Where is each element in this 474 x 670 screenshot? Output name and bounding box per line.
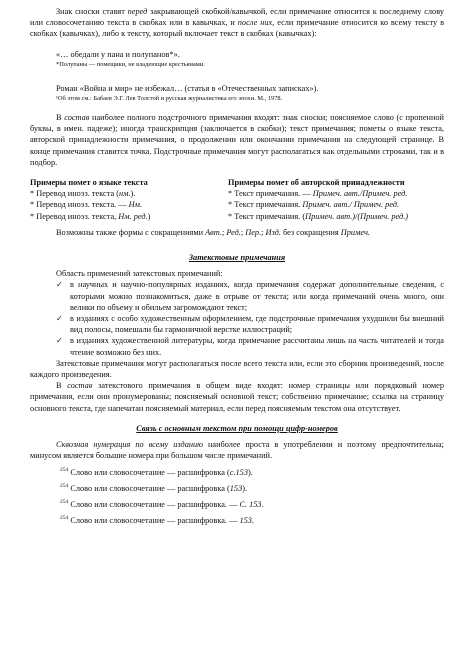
paragraph-endnote-composition: В состав затекстового примечания в общем виде входят: номер страницы или порядковый номер примечания, если они пронумерованы; поясняемый основной текст; собственно примечание; ссылка на страницу основного текста, где напечатан поясняемый материал, если перед поясняемым текстом она отсутствует.: [30, 381, 444, 413]
section-title-endnotes: Затекстовые примечания: [188, 253, 286, 263]
language-mark-item: * Перевод иноэз. текста. — Нм.: [30, 200, 143, 210]
column-heading: Примеры помет о языке текста: [30, 178, 148, 188]
emphasis: после них,: [237, 18, 275, 28]
example-note-1: *Полупаны — помещики, не владеющие крестьянами.: [56, 60, 205, 68]
text: если примечание относится ко всему тексту в скобках (кавычках), либо к тексту, который включает текст в скобках (кавычках):: [30, 18, 444, 39]
list-item: ✓ в изданиях художественной литературы, когда примечание рассчитаны лишь на часть читателей и тогда чтение возможно без них.: [56, 336, 444, 357]
checkmark-icon: ✓: [56, 336, 63, 346]
endnote-example: $^{254}$ Слово или словосочетание — расшифровка. — С. 153.: [60, 499, 264, 509]
authorship-mark-item: * Текст примечания. — Примеч. авт./Примеч. ред.: [228, 189, 408, 199]
emphasis: состав: [64, 113, 90, 123]
abbreviation-note: Возможны также формы с сокращениями Авт.; Ред.; Пер.; Изд. без сокращения Примеч.: [56, 227, 370, 237]
examples-columns: [30, 177, 444, 222]
paragraph-footnote-placement: [30, 6, 444, 40]
example-quote-1: «… обедали у пана и полупанов*».: [56, 49, 180, 59]
text: В: [56, 113, 65, 123]
language-marks-column: [30, 177, 220, 222]
emphasis: перед: [127, 7, 148, 16]
paragraph-continuous-numbering: Сквозная нумерация по всему изданию наиболее проста в употреблении и поэтому предпочтительна; минусом является большие номера при большом числе примечаний.: [30, 440, 444, 461]
paragraph-footnote-composition: [30, 112, 444, 168]
example-note-2: ¹Об этом см.: Бабаев Э.Г. Лев Толстой и русская журналистика его эпохи. М., 1978.: [56, 95, 283, 103]
language-mark-item: * Перевод иноэз. текста (нм.).: [30, 189, 136, 199]
text: закрывающей скобкой/кавычкой, если примечание относится к последнему слову или словосочетанию текста в скобках или в кавычках, и: [30, 7, 444, 28]
language-mark-item: * Перевод иноэз. текста, Нм. ред.): [30, 211, 151, 221]
text: наиболее полного подстрочного примечания входят: знак сноски; поясняемое слово (с пропенной буквы, в имен. падеже); иногда транскрипция (заключается в скобки); текст примечания; пометы о языке текста, авторской принадлежности примечания, о продолжении или окончании примечания на следующей странице. В конце примечания ставится точка. Подстрочные примечания могут располагаться как отдельными строками, так и в подбор.: [30, 113, 444, 167]
authorship-mark-item: * Текст примечания. (Примеч. авт.)/(Примеч. ред.): [228, 211, 409, 221]
endnote-example: $^{254}$ Слово или словосочетание — расшифровка (153).: [60, 482, 248, 493]
scope-list: [30, 279, 444, 357]
column-heading: Примеры помет об авторской принадлежности: [228, 178, 405, 188]
scope-intro: Область применений затекстовых примечаний:: [56, 269, 223, 279]
checkmark-icon: ✓: [56, 280, 63, 290]
text: Знак сноски ставят: [56, 7, 128, 16]
endnote-example: $^{254}$ Слово или словосочетание — расшифровка (с.153).: [60, 466, 253, 477]
paragraph-endnote-placement: Затекстовые примечания могут располагаться после всего текста или, если это сборник произведений, после каждого произведения.: [30, 358, 444, 380]
checkmark-icon: ✓: [56, 314, 63, 324]
endnote-example: $^{254}$ Слово или словосочетание — расшифровка. — 153.: [60, 515, 254, 526]
section-title-numbering: Связь с основным текстом при помощи цифр-номеров: [136, 423, 338, 433]
list-item: ✓ в научных и научно-популярных изданиях, когда примечания содержат дополнительные сведения, с которыми можно познакомиться, даже в отрыве от текста; или когда примечаний очень много, они велики по объему и обильем загромождают текст;: [56, 280, 444, 312]
list-item: ✓ в изданиях с особо художественным оформлением, где подстрочные примечания ухудшили бы внешний вид полосы, помешали бы гармоничной верстке иллюстраций;: [56, 314, 444, 335]
authorship-mark-item: * Текст примечания. Примеч. авт./ Примеч. ред.: [228, 200, 400, 210]
example-quote-2: Роман «Война и мир» не избежал… (статья в «Отечественных записках»).: [56, 83, 319, 93]
authorship-marks-column: [228, 177, 444, 222]
